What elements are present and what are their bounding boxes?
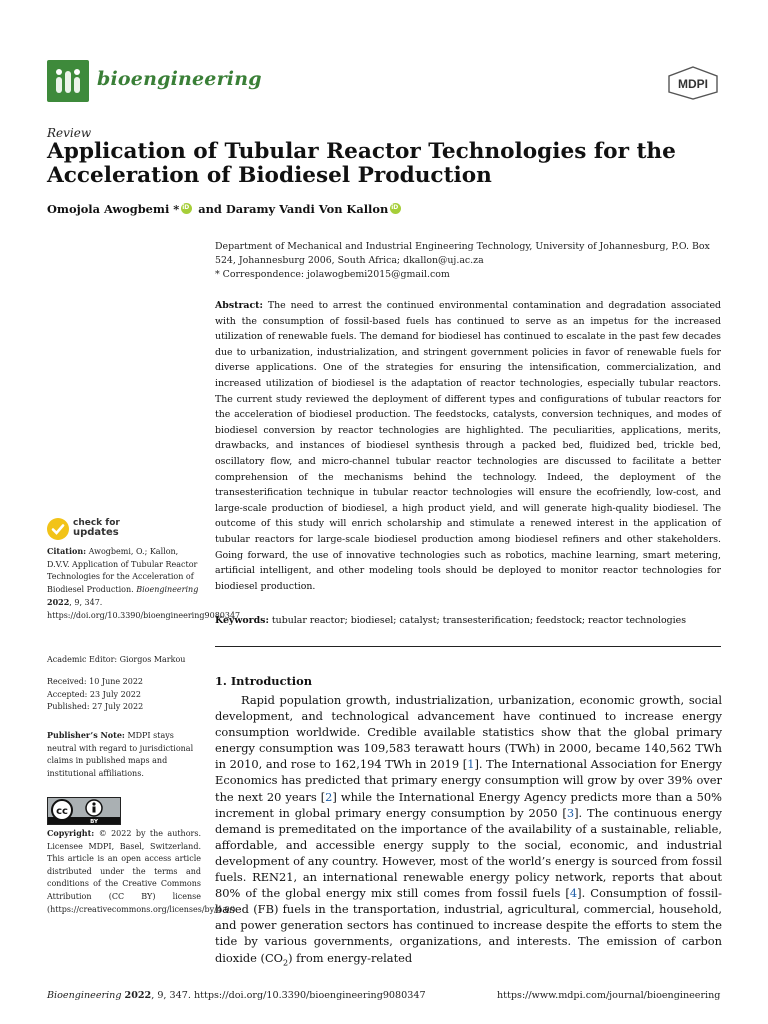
copyright-notice <box>47 827 238 916</box>
check-updates-line1: check for <box>73 518 120 528</box>
correspondence: * Correspondence: jolawogbemi2015@gmail.com <box>215 269 450 280</box>
mdpi-logo[interactable] <box>667 66 719 100</box>
copyright-label: Copyright: <box>47 828 95 838</box>
footer-doi[interactable]: , 9, 347. https://doi.org/10.3390/bioengineering9080347 <box>151 990 426 1001</box>
intro-text: ] while the International Energy Agency predicts more than a 50% increment in global primary energy consumption by 2050 [ <box>215 789 722 820</box>
author-list <box>47 202 403 216</box>
article-type: Review <box>47 126 92 140</box>
author-name[interactable]: Daramy Vandi Von Kallon <box>225 202 389 216</box>
keywords-text: tubular reactor; biodiesel; catalyst; transesterification; feedstock; reactor technologies <box>271 615 687 626</box>
reference-link[interactable]: 4 <box>569 886 578 901</box>
citation-doi[interactable]: , 9, 347. https://doi.org/10.3390/bioengineering9080347 <box>47 598 241 620</box>
publishers-note-text: MDPI stays neutral with regard to jurisdictional claims in published maps and institutional affiliations. <box>47 731 194 778</box>
date-received: Received: 10 June 2022 <box>47 677 144 686</box>
check-for-updates-button[interactable] <box>47 516 167 544</box>
abstract <box>215 298 721 594</box>
section-heading-introduction: 1. Introduction <box>215 674 312 688</box>
author-conjunction: and <box>198 202 222 216</box>
keywords <box>215 614 721 628</box>
publishers-note <box>47 729 201 780</box>
intro-text: ]. Consumption of fossil-based (FB) fuels in the transportation, industrial, agricultural, commercial, household, and power generation sectors has continued to increase despite the efforts to stem the tide by various governments, organizations, and interests. The emission of carbon dioxide (CO <box>215 886 722 965</box>
journal-logo-icon <box>47 60 89 102</box>
orcid-icon[interactable] <box>390 203 401 214</box>
intro-text: Rapid population growth, industrialization, urbanization, economic growth, social development, and technological advancement have continued to increase energy consumption worldwide. Credible available statistics show that the global primary energy consumption was 109,583 terawatt hours (TWh) in 2000, became 140,562 TWh in 2010, and rose to 162,194 TWh in 2019 [ <box>215 693 722 772</box>
citation-label: Citation: <box>47 546 87 556</box>
article-title: Application of Tubular Reactor Technologies for the Acceleration of Biodiesel Production <box>47 139 676 188</box>
copyright-text: © 2022 by the authors. Licensee MDPI, Basel, Switzerland. This article is an open access article distributed under the terms and conditions of the Creative Commons Attribution (CC BY) license (https://creativecommons.org/licenses/by/4.0/). <box>47 829 238 914</box>
subscript: 2 <box>283 957 289 967</box>
citation-year: 2022 <box>47 597 70 608</box>
footer-journal-url[interactable]: https://www.mdpi.com/journal/bioengineering <box>497 990 721 1001</box>
cc-label: cc <box>56 806 68 817</box>
footer-citation <box>47 990 426 1001</box>
citation-text: Awogbemi, O.; Kallon, D.V.V. Application of Tubular Reactor Technologies for the Acceleration of Biodiesel Production. <box>47 547 198 594</box>
check-updates-icon <box>47 518 69 540</box>
academic-editor: Academic Editor: Giorgos Markou <box>47 655 186 664</box>
publication-dates <box>47 676 201 714</box>
cc-by-license-icon[interactable] <box>47 797 121 825</box>
reference-link[interactable]: 2 <box>325 789 333 804</box>
intro-text: ]. The continuous energy demand is premeditated on the importance of the availability of a sustainable, reliable, affordable, and accessible energy supply to the social, economic, and industrial development of any country. However, most of the world’s energy is sourced from fossil fuels. REN21, an international renewable energy policy network, reports that about 80% of the global energy mix still comes from fossil fuels [ <box>215 805 722 901</box>
keywords-label: Keywords: <box>215 615 269 626</box>
date-accepted: Accepted: 23 July 2022 <box>47 689 141 699</box>
intro-text: ]. The International Association for Energy Economics has predicted that primary energy consumption will grow by over 39% over the next 20 years [ <box>215 757 722 804</box>
check-updates-line2: updates <box>73 527 119 538</box>
by-label: BY <box>90 819 98 824</box>
citation <box>47 545 241 623</box>
abstract-label: Abstract: <box>215 300 263 311</box>
orcid-icon[interactable] <box>181 203 192 214</box>
citation-journal: Bioengineering <box>136 584 199 594</box>
footer-journal: Bioengineering <box>47 990 122 1001</box>
intro-text: ) from energy-related <box>288 950 413 965</box>
footer-year: 2022 <box>124 990 152 1001</box>
publishers-note-label: Publisher’s Note: <box>47 730 125 740</box>
affiliation: Department of Mechanical and Industrial Engineering Technology, University of Johannesburg, P.O. Box 524, Johannesburg 2006, South Africa; dkallon@uj.ac.za <box>215 241 710 266</box>
journal-name[interactable]: bioengineering <box>97 68 262 90</box>
section-divider <box>215 646 721 647</box>
date-published: Published: 27 July 2022 <box>47 702 144 712</box>
introduction-paragraph <box>215 692 722 971</box>
reference-link[interactable]: 3 <box>566 805 575 820</box>
mdpi-logo-text: MDPI <box>678 77 708 91</box>
abstract-text: The need to arrest the continued environmental contamination and degradation associated with the consumption of fossil-based fuels has continued to serve as an impetus for the increased utilization of renewable fuels. The demand for biodiesel has continued to escalate in the past few decades due to urbanization, industrialization, and stringent government policies in favor of renewable fuels for diverse applications. One of the strategies for ensuring the intensification, commercialization, and increased utilization of biodiesel is the adaptation of reactor technologies, especially tubular reactors. The current study reviewed the deployment of different types and configurations of tubular reactors for the acceleration of biodiesel production. The feedstocks, catalysts, conversion techniques, and modes of biodiesel conversion by reactor technologies are highlighted. The peculiarities, applications, merits, drawbacks, and instances of biodiesel synthesis through a packed bed, fluidized bed, trickle bed, oscillatory flow, and micro-channel tubular reactor technologies are discussed to facilitate a better comprehension of the mechanisms behind the technology. Indeed, the deployment of the transesterification technique in tubular reactor technologies will ensure the ecofriendly, low-cost, and large-scale production of biodiesel, a high product yield, and will generate high-quality biodiesel. The outcome of this study will enrich scholarship and stimulate a renewed interest in the application of tubular reactors for large-scale biodiesel production among biodiesel refiners and other stakeholders. Going forward, the use of innovative technologies such as robotics, machine learning, smart metering, artificial intelligent, and other modeling tools should be deployed to monitor reactor technologies for biodiesel production. <box>215 300 721 592</box>
reference-link[interactable]: 1 <box>467 757 475 772</box>
author-name[interactable]: Omojola Awogbemi * <box>47 202 180 216</box>
